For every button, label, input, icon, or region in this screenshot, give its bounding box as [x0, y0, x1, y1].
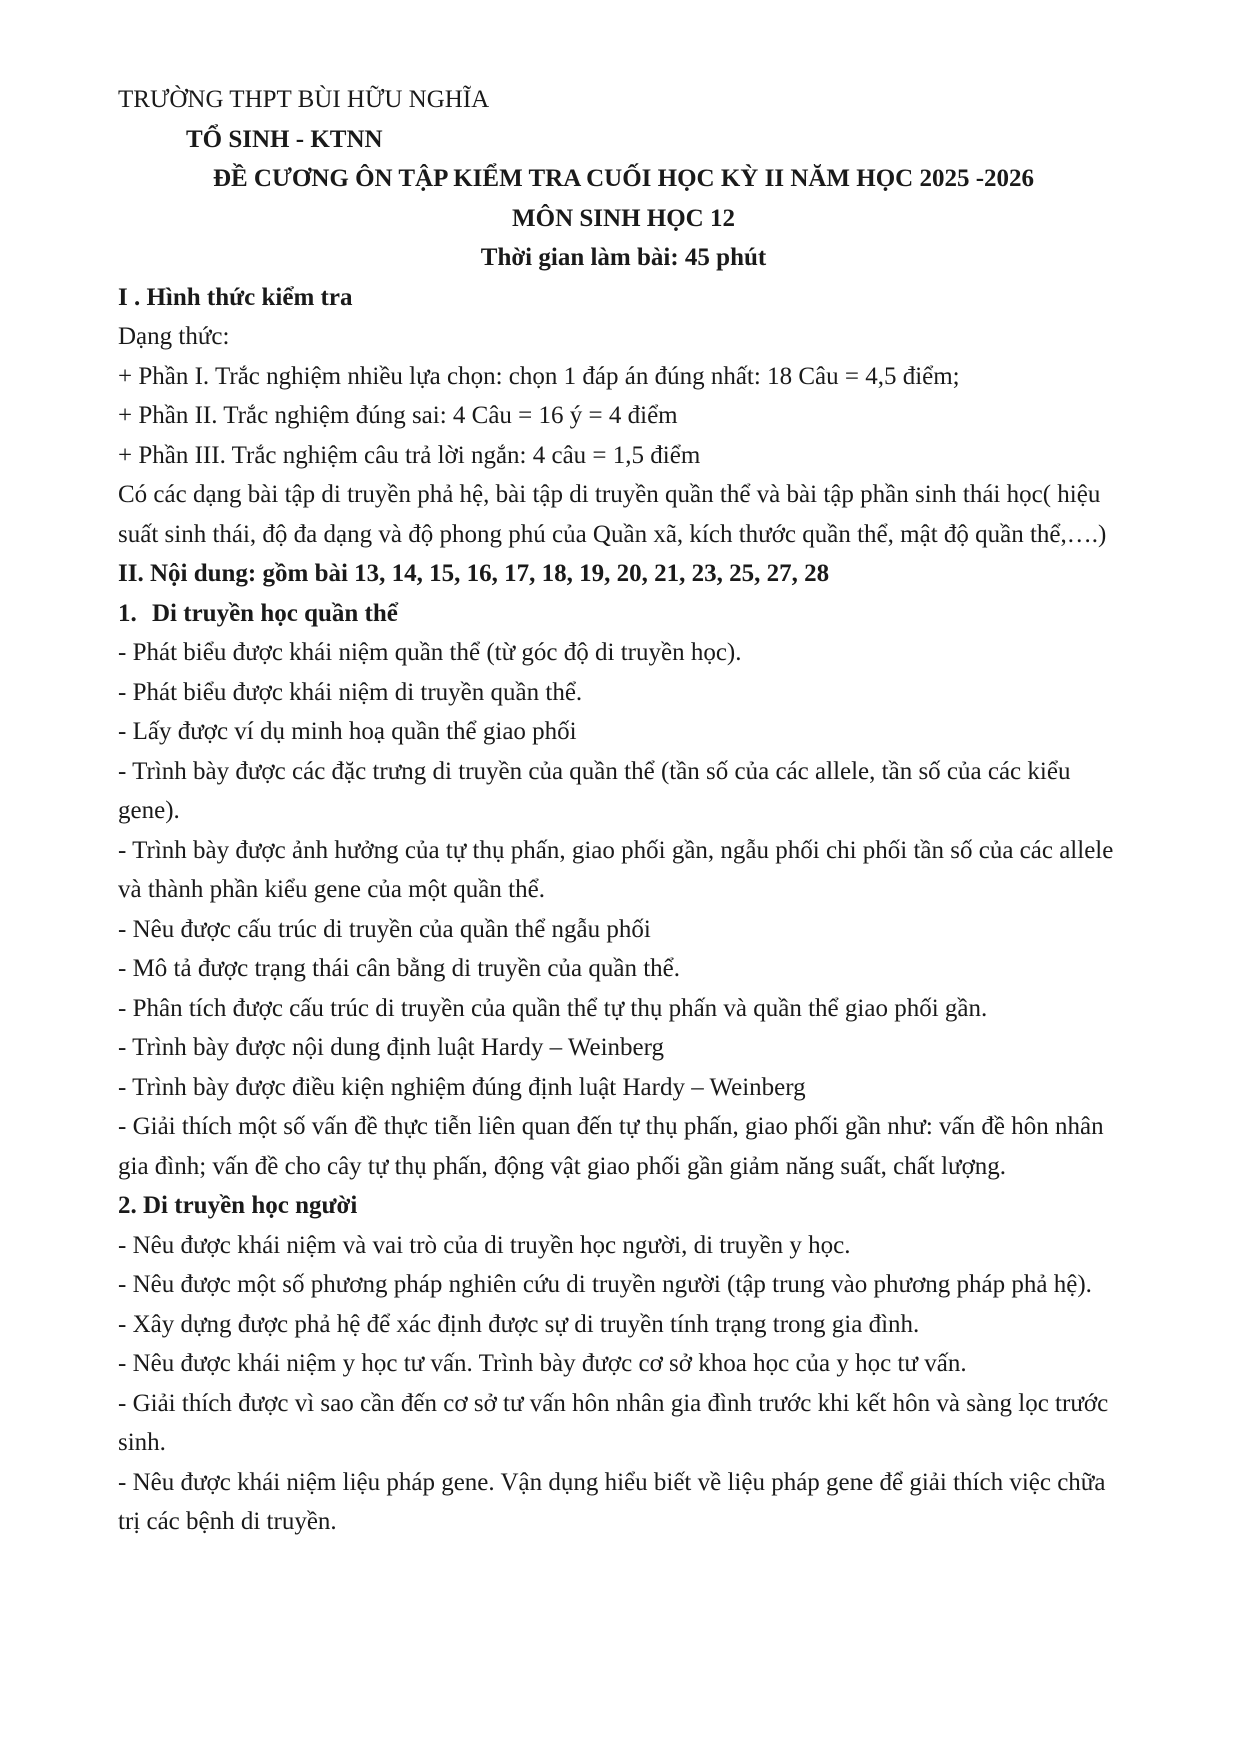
- exam-format-item: + Phần III. Trắc nghiệm câu trả lời ngắn: 4 câu = 1,5 điểm: [118, 441, 701, 469]
- list-item: - Trình bày được nội dung định luật Hardy – Weinberg: [118, 1034, 665, 1061]
- exam-format-list: [118, 357, 1129, 476]
- list-item: - Nêu được khái niệm liệu pháp gene. Vận dụng hiểu biết về liệu pháp gene để giải thích việc chữa trị các bệnh di truyền.: [118, 1468, 1106, 1535]
- subject-title: MÔN SINH HỌC 12: [512, 204, 735, 232]
- exam-format-item: + Phần I. Trắc nghiệm nhiều lựa chọn: chọn 1 đáp án đúng nhất: 18 Câu = 4,5 điểm;: [118, 362, 960, 390]
- list-item: - Nêu được một số phương pháp nghiên cứu di truyền người (tập trung vào phương pháp phả hệ).: [118, 1271, 1092, 1298]
- section-2-heading: II. Nội dung: gồm bài 13, 14, 15, 16, 17, 18, 19, 20, 21, 23, 25, 27, 28: [118, 560, 830, 587]
- topic-1-heading: [118, 594, 1129, 634]
- list-item: - Mô tả được trạng thái cân bằng di truyền của quần thể.: [118, 955, 680, 982]
- list-item: - Lấy được ví dụ minh hoạ quần thể giao phối: [118, 718, 577, 745]
- list-item: - Trình bày được điều kiện nghiệm đúng định luật Hardy – Weinberg: [118, 1073, 806, 1101]
- exam-format-item: + Phần II. Trắc nghiệm đúng sai: 4 Câu = 16 ý = 4 điểm: [118, 402, 678, 429]
- list-item: - Nêu được khái niệm y học tư vấn. Trình bày được cơ sở khoa học của y học tư vấn.: [118, 1350, 967, 1377]
- list-item: - Giải thích được vì sao cần đến cơ sở tư vấn hôn nhân gia đình trước khi kết hôn và sàng lọc trước sinh.: [118, 1389, 1109, 1456]
- document-title: ĐỀ CƯƠNG ÔN TẬP KIỂM TRA CUỐI HỌC KỲ II NĂM HỌC 2025 -2026: [212, 165, 1035, 192]
- exercise-types-note: Có các dạng bài tập di truyền phả hệ, bài tập di truyền quần thể và bài tập phần sinh thái học( hiệu suất sinh thái, độ đa dạng và độ phong phú của Quần xã, kích thước quần thể, mật độ quần thể,….): [118, 481, 1107, 548]
- list-item: - Giải thích một số vấn đề thực tiễn liên quan đến tự thụ phấn, giao phối gần như: vấn đề hôn nhân gia đình; vấn đề cho cây tự thụ phấn, động vật giao phối gần giảm năng suất, chất lượng.: [118, 1113, 1104, 1180]
- exam-duration: Thời gian làm bài: 45 phút: [480, 244, 767, 271]
- list-item: - Phân tích được cấu trúc di truyền của quần thể tự thụ phấn và quần thể giao phối gần.: [118, 994, 988, 1022]
- section-1-intro: Dạng thức:: [118, 323, 230, 350]
- department-name: TỔ SINH - KTNN: [186, 125, 383, 153]
- section-1-heading: I . Hình thức kiểm tra: [118, 283, 353, 311]
- topic-1-list: [118, 633, 1129, 1186]
- school-name: TRƯỜNG THPT BÙI HỮU NGHĨA: [118, 86, 490, 113]
- list-item: - Nêu được cấu trúc di truyền của quần thể ngẫu phối: [118, 915, 651, 943]
- list-item: - Trình bày được các đặc trưng di truyền của quần thể (tần số của các allele, tần số của các kiểu gene).: [118, 757, 1071, 824]
- topic-2-heading: 2. Di truyền học người: [118, 1192, 358, 1219]
- topic-2-list: [118, 1226, 1129, 1542]
- topic-1-title: Di truyền học quần thể: [152, 599, 398, 627]
- list-item: - Nêu được khái niệm và vai trò của di truyền học người, di truyền y học.: [118, 1231, 851, 1259]
- topic-1-number: 1.: [118, 599, 137, 627]
- list-item: - Xây dựng được phả hệ để xác định được sự di truyền tính trạng trong gia đình.: [118, 1310, 920, 1338]
- list-item: - Phát biểu được khái niệm di truyền quần thể.: [118, 678, 583, 706]
- list-item: - Trình bày được ảnh hưởng của tự thụ phấn, giao phối gần, ngẫu phối chi phối tần số của các allele và thành phần kiểu gene của một quần thể.: [118, 836, 1114, 903]
- list-item: - Phát biểu được khái niệm quần thể (từ góc độ di truyền học).: [118, 639, 742, 666]
